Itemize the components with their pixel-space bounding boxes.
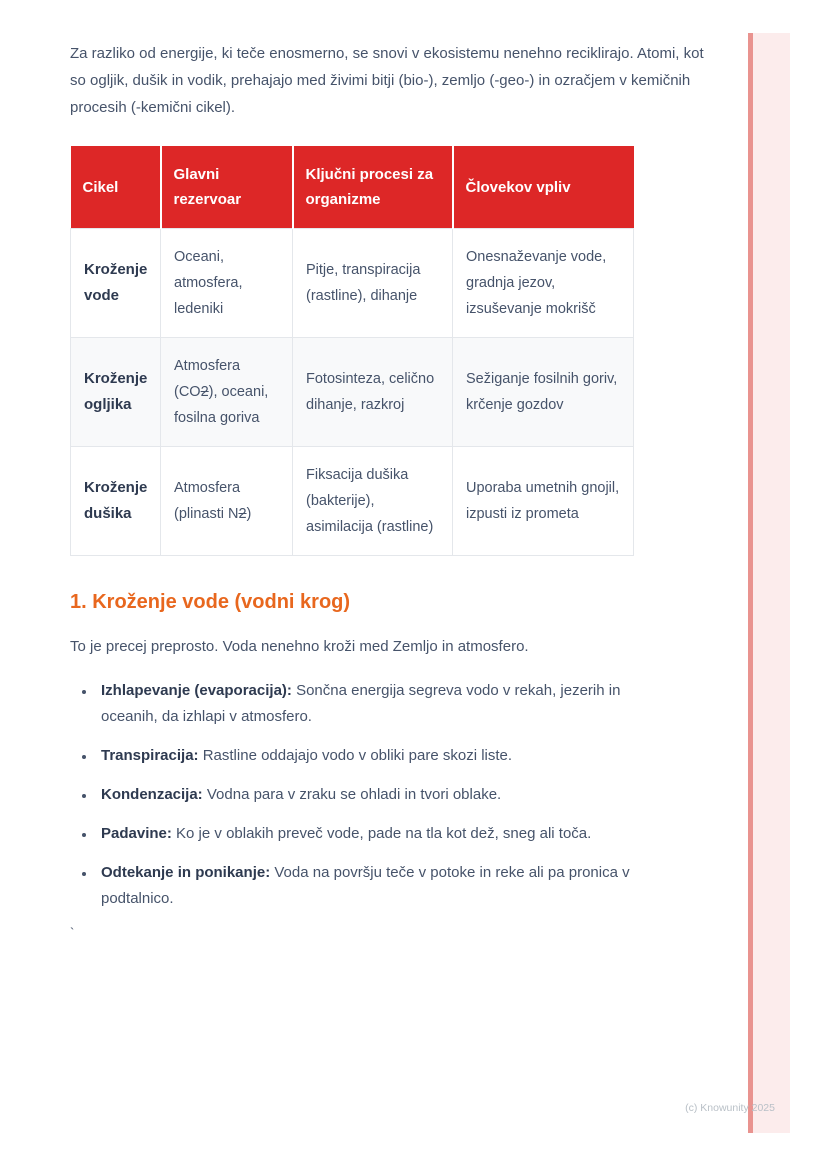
cell-reservoir: Atmosfera (CO2), oceani, fosilna goriva: [161, 338, 293, 447]
cycles-table: [70, 146, 634, 556]
cell-impact: Sežiganje fosilnih goriv, krčenje gozdov: [453, 338, 634, 447]
cell-impact: Uporaba umetnih gnojil, izpusti iz prometa: [453, 447, 634, 556]
stray-backtick: `: [70, 925, 75, 940]
cycles-table-head-row: [71, 146, 634, 229]
bullet-term: Kondenzacija:: [101, 786, 203, 803]
bullet-text: Sončna energija segreva vodo v rekah, jezerih in oceanih, da izhlapi v atmosfero.: [101, 682, 621, 725]
cell-reservoir: Atmosfera (plinasti N2): [161, 447, 293, 556]
bullet-term: Transpiracija:: [101, 747, 199, 764]
section-intro: To je precej preprosto. Voda nenehno kroži med Zemljo in atmosfero.: [70, 638, 529, 655]
bullet-text: Vodna para v zraku se ohladi in tvori oblake.: [206, 786, 502, 803]
bullet-text: Ko je v oblakih preveč vode, pade na tla kot dež, sneg ali toča.: [176, 825, 592, 842]
cell-reservoir: Oceani, atmosfera, ledeniki: [161, 229, 293, 338]
bullet-list: [70, 678, 674, 912]
side-accent-bar: [748, 33, 790, 1133]
footer-credit: (c) Knowunity 2025: [685, 1102, 775, 1114]
intro-paragraph: Za razliko od energije, ki teče enosmerno, se snovi v ekosistemu nenehno reciklirajo. Atomi, kot so ogljik, dušik in vodik, prehajajo med živimi bitji (bio-), zemljo (-geo-) in ozračjem v kemičnih procesih (-kemični cikel).: [70, 45, 704, 116]
column-header-processes: Ključni procesi za organizme: [293, 146, 453, 229]
cell-impact: Onesnaževanje vode, gradnja jezov, izsuševanje mokrišč: [453, 229, 634, 338]
cell-processes: Fiksacija dušika (bakterije), asimilacija (rastline): [293, 447, 453, 556]
list-item: [96, 821, 674, 847]
cell-cycle: Kroženje vode: [71, 229, 161, 338]
bullet-text: Voda na površju teče v potoke in reke ali pa pronica v podtalnico.: [101, 864, 630, 907]
section-heading: 1. Kroženje vode (vodni krog): [70, 591, 351, 613]
column-header-reservoir: Glavni rezervoar: [161, 146, 293, 229]
list-item: [96, 782, 674, 808]
list-item: [96, 860, 674, 912]
column-header-impact: Človekov vpliv: [453, 146, 634, 229]
cell-cycle: Kroženje ogljika: [71, 338, 161, 447]
cell-processes: Fotosinteza, celično dihanje, razkroj: [293, 338, 453, 447]
bullet-term: Odtekanje in ponikanje:: [101, 864, 271, 881]
column-header-cycle: Cikel: [71, 146, 161, 229]
table-row: [71, 338, 634, 447]
cell-processes: Pitje, transpiracija (rastline), dihanje: [293, 229, 453, 338]
cycles-table-body: [71, 229, 634, 556]
list-item: [96, 678, 674, 730]
table-row: [71, 447, 634, 556]
bullet-term: Izhlapevanje (evaporacija):: [101, 682, 292, 699]
table-row: [71, 229, 634, 338]
bullet-text: Rastline oddajajo vodo v obliki pare skozi liste.: [202, 747, 513, 764]
list-item: [96, 743, 674, 769]
cell-cycle: Kroženje dušika: [71, 447, 161, 556]
bullet-term: Padavine:: [101, 825, 172, 842]
